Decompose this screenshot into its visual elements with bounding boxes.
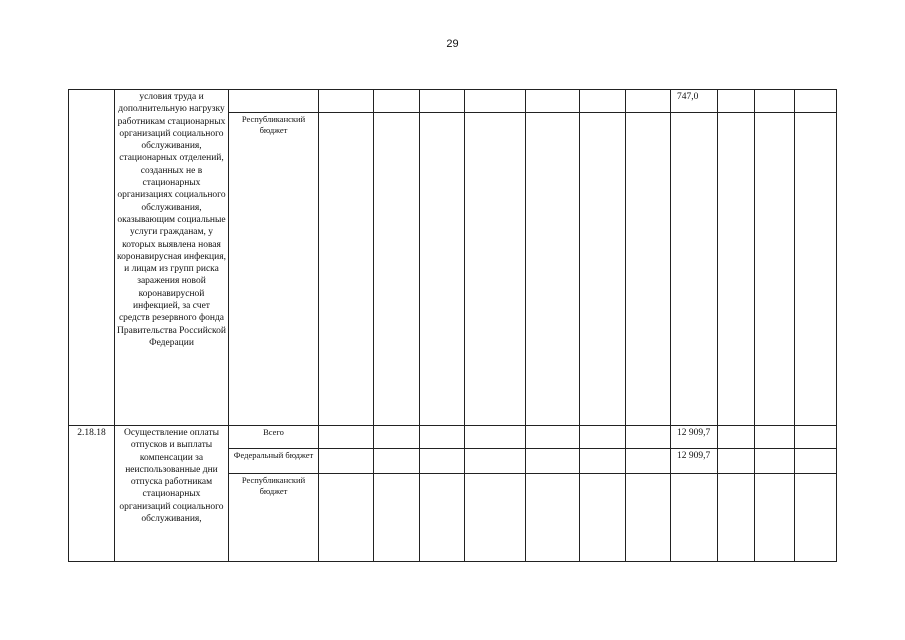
empty-cell	[319, 474, 374, 562]
empty-cell	[526, 474, 580, 562]
empty-cell	[374, 113, 420, 426]
empty-cell	[580, 449, 626, 474]
row-description-cell: условия труда и дополнительную нагрузку работникам стационарных организаций социального обслуживания, стационарных отделений, созданных не в стационарных организациях социального обслуживания, оказывающим социальные услуги гражданам, у которых выявлена новая коронавирусная инфекция, и лицам из групп риска заражения новой коронавирусной инфекцией, за счет средств резервного фонда Правительства Российской Федерации	[115, 90, 229, 426]
empty-cell	[465, 474, 526, 562]
value-cell: 12 909,7	[671, 449, 718, 474]
empty-cell	[374, 426, 420, 449]
value-cell	[671, 474, 718, 562]
source-cell: Всего	[229, 426, 319, 449]
empty-cell	[718, 426, 755, 449]
source-cell	[229, 90, 319, 113]
empty-cell	[319, 113, 374, 426]
empty-cell	[465, 449, 526, 474]
empty-cell	[580, 474, 626, 562]
table-row	[69, 90, 837, 113]
empty-cell	[718, 113, 755, 426]
source-cell: Республиканский бюджет	[229, 474, 319, 562]
empty-cell	[718, 474, 755, 562]
empty-cell	[795, 449, 837, 474]
empty-cell	[420, 426, 465, 449]
empty-cell	[755, 474, 795, 562]
budget-table	[68, 89, 837, 562]
empty-cell	[374, 474, 420, 562]
row-number-cell: 2.18.18	[69, 426, 115, 562]
empty-cell	[319, 426, 374, 449]
empty-cell	[374, 90, 420, 113]
empty-cell	[319, 90, 374, 113]
empty-cell	[626, 426, 671, 449]
empty-cell	[795, 426, 837, 449]
empty-cell	[580, 113, 626, 426]
empty-cell	[526, 113, 580, 426]
row-description-cell: Осуществление оплаты отпусков и выплаты компенсации за неиспользованные дни отпуска работникам стационарных организаций социального обслуживания,	[115, 426, 229, 562]
empty-cell	[526, 90, 580, 113]
empty-cell	[420, 449, 465, 474]
empty-cell	[465, 90, 526, 113]
row-number-cell	[69, 90, 115, 426]
empty-cell	[755, 113, 795, 426]
empty-cell	[795, 113, 837, 426]
value-cell: 12 909,7	[671, 426, 718, 449]
empty-cell	[626, 90, 671, 113]
empty-cell	[420, 113, 465, 426]
empty-cell	[626, 474, 671, 562]
empty-cell	[319, 449, 374, 474]
empty-cell	[626, 113, 671, 426]
empty-cell	[580, 90, 626, 113]
empty-cell	[795, 90, 837, 113]
empty-cell	[465, 426, 526, 449]
empty-cell	[580, 426, 626, 449]
empty-cell	[374, 449, 420, 474]
empty-cell	[755, 426, 795, 449]
page-number: 29	[446, 38, 459, 50]
value-cell	[671, 113, 718, 426]
empty-cell	[420, 90, 465, 113]
empty-cell	[526, 426, 580, 449]
empty-cell	[795, 474, 837, 562]
empty-cell	[465, 113, 526, 426]
empty-cell	[755, 449, 795, 474]
empty-cell	[755, 90, 795, 113]
empty-cell	[526, 449, 580, 474]
table-row	[69, 426, 837, 449]
empty-cell	[718, 90, 755, 113]
empty-cell	[420, 474, 465, 562]
empty-cell	[626, 449, 671, 474]
source-cell: Республиканский бюджет	[229, 113, 319, 426]
empty-cell	[718, 449, 755, 474]
source-cell: Федеральный бюджет	[229, 449, 319, 474]
value-cell: 747,0	[671, 90, 718, 113]
